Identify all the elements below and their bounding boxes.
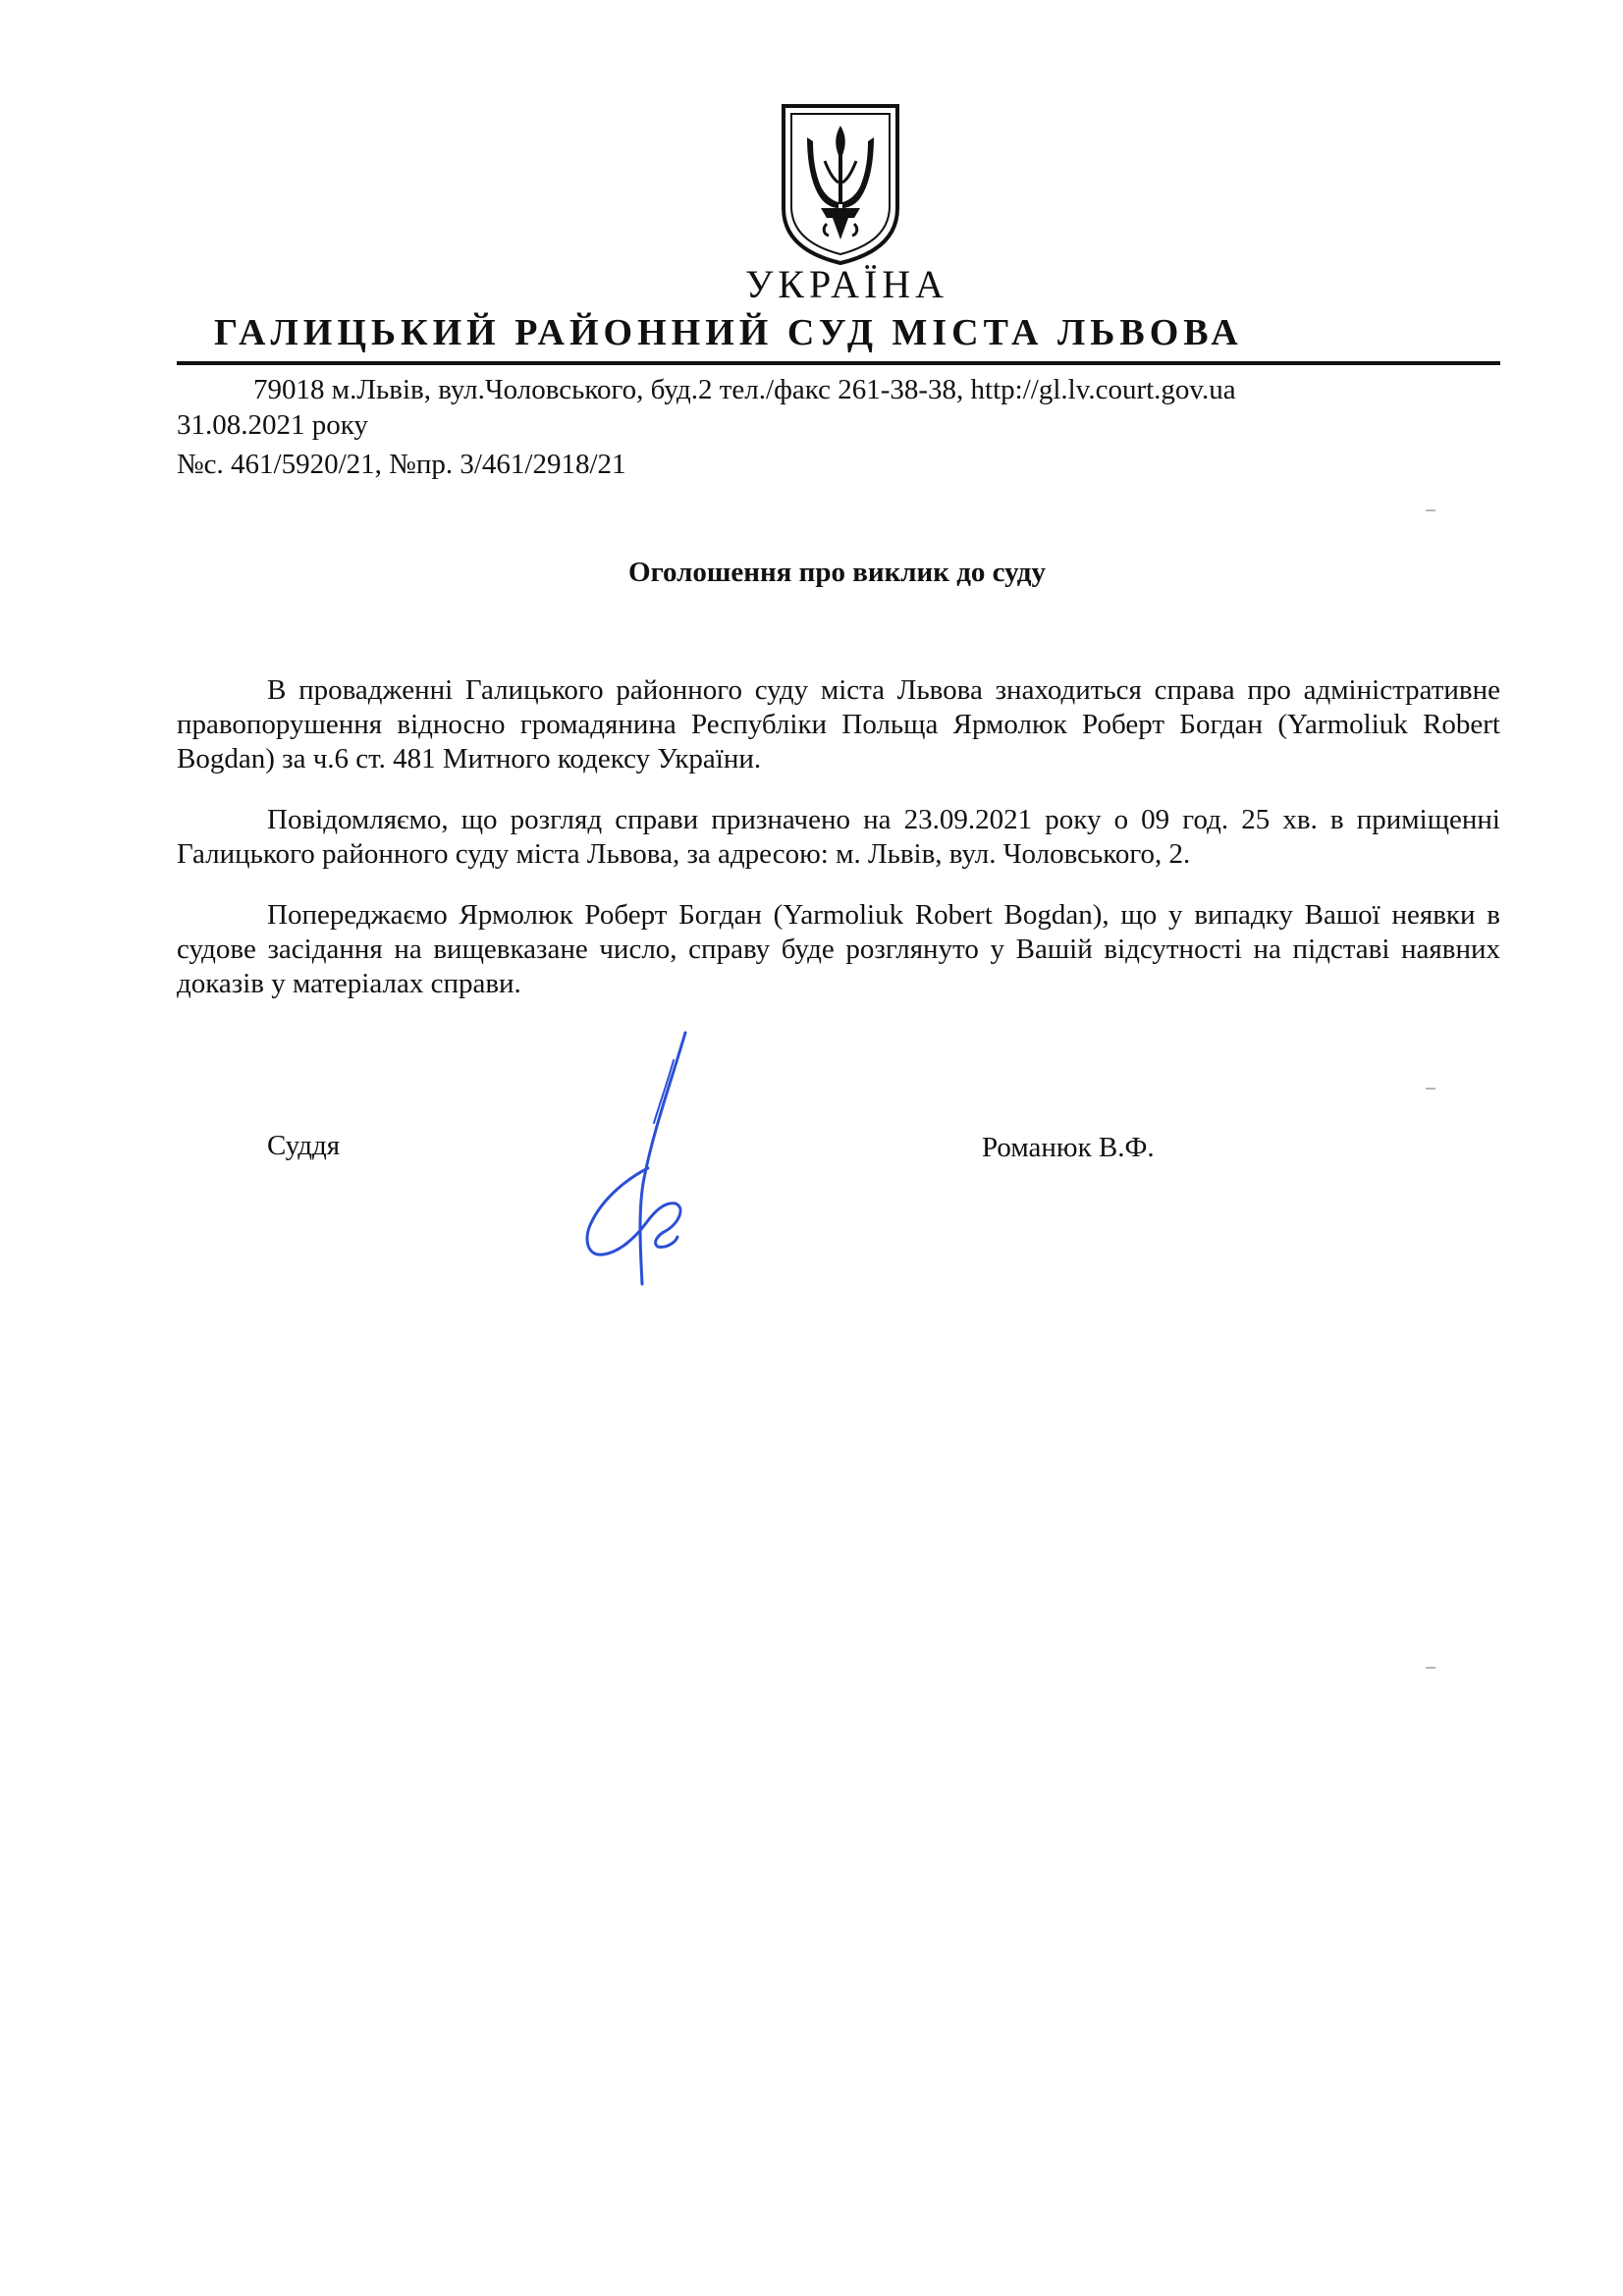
scan-speck xyxy=(1426,509,1435,511)
paragraph-warning: Попереджаємо Ярмолюк Роберт Богдан (Yarmoliuk Robert Bogdan), що у випадку Вашої неявки в судове засідання на вищевказане число, справу буде розглянуто у Вашій відсутності на підставі наявних доказів у матеріалах справи. xyxy=(177,899,1500,999)
court-address: 79018 м.Львів, вул.Чоловського, буд.2 тел./факс 261-38-38, http://gl.lv.court.gov.ua xyxy=(253,374,1236,405)
paragraph-hearing-date: Повідомляємо, що розгляд справи призначено на 23.09.2021 року о 09 год. 25 хв. в приміщенні Галицького районного суду міста Львова, за адресою: м. Львів, вул. Чоловського, 2. xyxy=(177,804,1500,870)
handwritten-signature xyxy=(569,1021,707,1296)
document-date: 31.08.2021 року xyxy=(177,409,368,441)
court-name: ГАЛИЦЬКИЙ РАЙОННИЙ СУД МІСТА ЛЬВОВА xyxy=(214,312,1243,353)
letterhead-divider xyxy=(177,361,1500,365)
judge-name: Романюк В.Ф. xyxy=(982,1132,1155,1163)
trident-coat-of-arms-icon xyxy=(778,102,903,267)
document-body xyxy=(177,673,1500,1028)
case-number: №с. 461/5920/21, №пр. 3/461/2918/21 xyxy=(177,449,626,480)
country-title: УКРАЇНА xyxy=(744,262,949,306)
paragraph-case-description: В провадженні Галицького районного суду міста Львова знаходиться справа про адміністративне правопорушення відносно громадянина Республіки Польща Ярмолюк Роберт Богдан (Yarmoliuk Robert Bogdan) за ч.6 ст. 481 Митного кодексу України. xyxy=(177,674,1500,774)
scan-speck xyxy=(1426,1667,1435,1669)
judge-title: Суддя xyxy=(267,1130,341,1161)
scan-speck xyxy=(1426,1088,1435,1090)
document-title: Оголошення про виклик до суду xyxy=(628,557,1046,588)
